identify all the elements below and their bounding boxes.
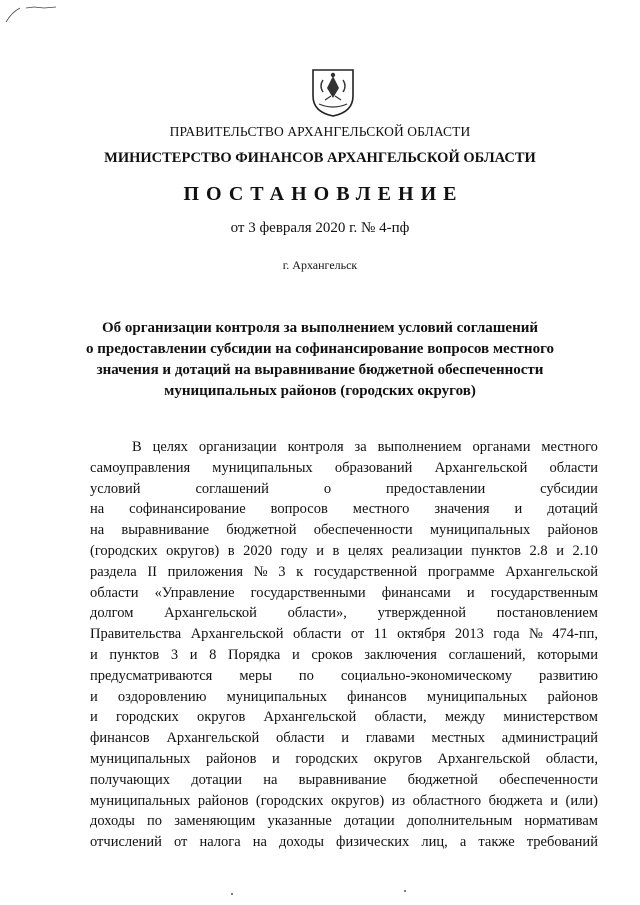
body-word: (городских xyxy=(255,792,324,809)
body-line xyxy=(90,770,598,791)
body-word: районов xyxy=(197,792,249,809)
body-word: 3 xyxy=(278,563,286,580)
body-word: доходы xyxy=(90,813,135,830)
title-line: о предоставлении субсидии на софинансирование вопросов местного xyxy=(85,341,555,357)
body-word: соглашений, xyxy=(448,646,526,663)
body-word: и xyxy=(316,542,324,559)
body-word: доходы xyxy=(279,834,324,851)
body-word: и xyxy=(90,688,98,705)
body-word: оздоровлению xyxy=(117,688,207,705)
body-word: получающих xyxy=(90,771,171,788)
body-word: также xyxy=(478,834,515,851)
body-word: области, xyxy=(374,709,427,726)
body-word: Архангельской xyxy=(437,750,531,767)
body-word: 11 xyxy=(373,626,388,643)
document-title xyxy=(0,318,640,402)
body-word: физических xyxy=(336,834,410,851)
body-line xyxy=(90,728,598,749)
body-word: городских xyxy=(115,709,179,726)
body-word: предоставлении xyxy=(386,480,486,497)
body-word: выравнивание xyxy=(121,522,210,539)
body-word: указанные xyxy=(267,813,332,830)
ministry-name: МИНИСТЕРСТВО ФИНАНСОВ АРХАНГЕЛЬСКОЙ ОБЛАСТИ xyxy=(104,150,536,166)
body-word: о xyxy=(323,480,332,497)
body-word: 2013 xyxy=(454,626,484,643)
body-line xyxy=(90,707,598,728)
body-word: муниципальных xyxy=(90,792,191,809)
body-word: сроков xyxy=(311,646,353,663)
body-word: заключения xyxy=(364,646,437,663)
body-word: в xyxy=(227,542,235,559)
body-line xyxy=(90,645,598,666)
body-word: областного xyxy=(412,792,482,809)
body-word: раздела xyxy=(90,563,137,580)
body-word: бюджетной xyxy=(226,522,297,539)
body-word: и xyxy=(291,646,300,663)
body-word: государственной xyxy=(313,563,418,580)
body-line xyxy=(90,458,598,479)
body-word: предусматриваются xyxy=(90,667,213,684)
body-word: меры xyxy=(239,667,272,684)
body-word: муниципальных xyxy=(90,750,191,767)
body-word: между xyxy=(444,709,486,726)
body-line xyxy=(90,832,598,853)
body-word: Архангельской xyxy=(505,563,598,580)
body-word: главами xyxy=(365,730,415,747)
body-word: налога xyxy=(199,834,241,851)
body-word: целях xyxy=(347,542,384,559)
body-word: условий xyxy=(90,480,141,497)
body-word: городских xyxy=(295,750,359,767)
body-word: округов) xyxy=(331,792,385,809)
body-word: государственными xyxy=(250,584,366,601)
body-word: социально-экономическому xyxy=(340,667,513,684)
body-word: местного xyxy=(352,501,410,518)
body-word: на xyxy=(252,834,267,851)
body-line xyxy=(90,811,598,832)
body-line xyxy=(90,687,598,708)
date-and-number: от 3 февраля 2020 г. № 4-пф xyxy=(230,220,410,236)
body-word: выравнивание xyxy=(298,771,387,788)
body-word: области xyxy=(276,730,325,747)
body-word: «Управление xyxy=(154,584,235,601)
body-word: № xyxy=(253,563,268,580)
body-word: области xyxy=(549,459,598,476)
government-name: ПРАВИТЕЛЬСТВО АРХАНГЕЛЬСКОЙ ОБЛАСТИ xyxy=(169,124,471,139)
body-word: 2020 xyxy=(243,542,273,559)
body-word: 2.10 xyxy=(572,542,598,559)
body-word: дотации xyxy=(191,771,242,788)
body-word: отчислений xyxy=(90,834,162,851)
body-word: районов xyxy=(547,688,598,705)
body-word: 8 xyxy=(209,646,217,663)
document-type: ПОСТАНОВЛЕНИЕ xyxy=(183,183,464,205)
body-word: приложения xyxy=(167,563,244,580)
body-word: а xyxy=(459,834,467,851)
body-word: области, xyxy=(545,750,598,767)
body-line xyxy=(90,562,598,583)
body-word: развитию xyxy=(539,667,598,684)
body-word: и xyxy=(189,646,198,663)
body-word: лиц, xyxy=(421,834,448,851)
body-word: местного xyxy=(541,439,598,455)
body-word: обеспеченности xyxy=(499,771,598,788)
body-word: муниципальных xyxy=(426,688,528,705)
body-line xyxy=(90,666,598,687)
body-word: программе xyxy=(427,563,495,580)
body-word: финансов xyxy=(90,730,150,747)
body-word: и xyxy=(341,730,350,747)
body-word: и xyxy=(514,501,523,518)
body-word: постановлением xyxy=(496,605,598,622)
body-word: утвержденной xyxy=(377,605,467,622)
body-word: соглашений xyxy=(195,480,269,497)
scan-mark-icon xyxy=(4,2,64,26)
body-word: и xyxy=(466,584,475,601)
body-word: Архангельской xyxy=(164,605,257,622)
body-word: министерством xyxy=(503,709,598,726)
body-word: 3 xyxy=(170,646,179,663)
body-word: в xyxy=(332,542,340,559)
body-word: долгом xyxy=(90,605,134,622)
body-word: софинансирование xyxy=(129,501,246,518)
title-line: Об организации контроля за выполнением условий соглашений xyxy=(101,320,539,336)
body-word: году xyxy=(280,542,308,559)
body-word: и xyxy=(272,750,280,767)
body-word: области xyxy=(90,584,139,601)
body-word: бюджетной xyxy=(407,771,478,788)
body-word: районов xyxy=(547,522,598,539)
body-word: округов xyxy=(373,750,422,767)
city-name: г. Архангельск xyxy=(282,258,358,272)
title-line: значения и дотаций на выравнивание бюджетной обеспеченности xyxy=(96,362,544,378)
body-word: муниципальных xyxy=(226,688,327,705)
body-word: от xyxy=(350,626,365,643)
body-word: Правительства xyxy=(90,626,182,643)
body-word: из xyxy=(391,792,406,809)
body-line xyxy=(90,541,598,562)
body-word: дотации xyxy=(343,813,395,830)
body-word: (или) xyxy=(565,792,598,809)
title-line: муниципальных районов (городских округов) xyxy=(164,383,476,399)
body-word: по xyxy=(298,667,314,684)
scan-speck xyxy=(231,893,233,895)
body-word: II xyxy=(147,563,157,580)
body-line xyxy=(90,520,598,541)
body-word: организации xyxy=(198,439,277,455)
body-word: округов xyxy=(197,709,246,726)
body-word: заменяющим xyxy=(174,813,256,830)
body-word: на xyxy=(90,522,105,539)
body-word: которыми xyxy=(537,646,598,663)
body-word: и xyxy=(90,709,98,726)
body-word: и xyxy=(556,542,564,559)
body-word: обеспеченности xyxy=(313,522,413,539)
body-word: 474-пп, xyxy=(552,626,598,643)
body-word: муниципальных xyxy=(429,522,531,539)
body-word: контроля xyxy=(287,439,344,455)
body-word: дотаций xyxy=(547,501,598,518)
body-word: выполнением xyxy=(377,439,462,455)
body-line xyxy=(90,749,598,770)
body-word: районов xyxy=(205,750,257,767)
body-word: и xyxy=(550,792,558,809)
body-word: субсидии xyxy=(540,480,598,497)
body-word: к xyxy=(296,563,304,580)
body-word: и xyxy=(90,646,98,663)
body-word: администраций xyxy=(501,730,598,747)
body-word: Архангельской xyxy=(263,709,357,726)
body-line xyxy=(90,583,598,604)
body-word: за xyxy=(354,439,367,455)
body-word: по xyxy=(147,813,163,830)
body-word: требований xyxy=(526,834,598,851)
body-word: Порядка xyxy=(228,646,281,663)
body-word: от xyxy=(173,834,188,851)
body-line xyxy=(90,479,598,500)
body-word: года xyxy=(493,626,520,643)
body-word: области», xyxy=(287,605,347,622)
body-word: образований xyxy=(334,459,413,476)
body-word: государственным xyxy=(490,584,598,601)
body-word: (городских xyxy=(90,542,158,559)
body-word: Архангельской xyxy=(434,459,528,476)
document-body xyxy=(90,437,598,853)
body-word: на xyxy=(263,771,278,788)
body-line xyxy=(90,791,598,812)
body-word: области xyxy=(292,626,342,643)
body-line xyxy=(90,437,598,458)
body-word: округов) xyxy=(166,542,220,559)
body-word: целях xyxy=(152,439,188,455)
scan-speck xyxy=(404,890,406,892)
body-word: пунктов xyxy=(109,646,160,663)
body-word: самоуправления xyxy=(90,459,191,476)
body-line xyxy=(90,603,598,624)
body-word: муниципальных xyxy=(212,459,313,476)
body-line xyxy=(90,499,598,520)
body-word: № xyxy=(528,626,543,643)
body-word: бюджета xyxy=(488,792,543,809)
body-word: значения xyxy=(434,501,490,518)
body-line xyxy=(90,624,598,645)
body-word: финансов xyxy=(347,688,407,705)
body-word: дополнительным xyxy=(406,813,513,830)
body-word: реализации xyxy=(391,542,463,559)
body-word: Архангельской xyxy=(190,626,284,643)
body-word: В xyxy=(132,439,142,455)
body-word: пунктов xyxy=(471,542,522,559)
coat-of-arms-icon xyxy=(309,66,357,118)
body-word: 2.8 xyxy=(529,542,548,559)
body-word: органами xyxy=(472,439,531,455)
body-word: нормативам xyxy=(524,813,598,830)
body-word: на xyxy=(90,501,105,518)
body-word: финансами xyxy=(381,584,451,601)
body-word: октября xyxy=(397,626,446,643)
body-word: вопросов xyxy=(270,501,328,518)
body-word: Архангельской xyxy=(166,730,260,747)
body-word: местных xyxy=(431,730,486,747)
